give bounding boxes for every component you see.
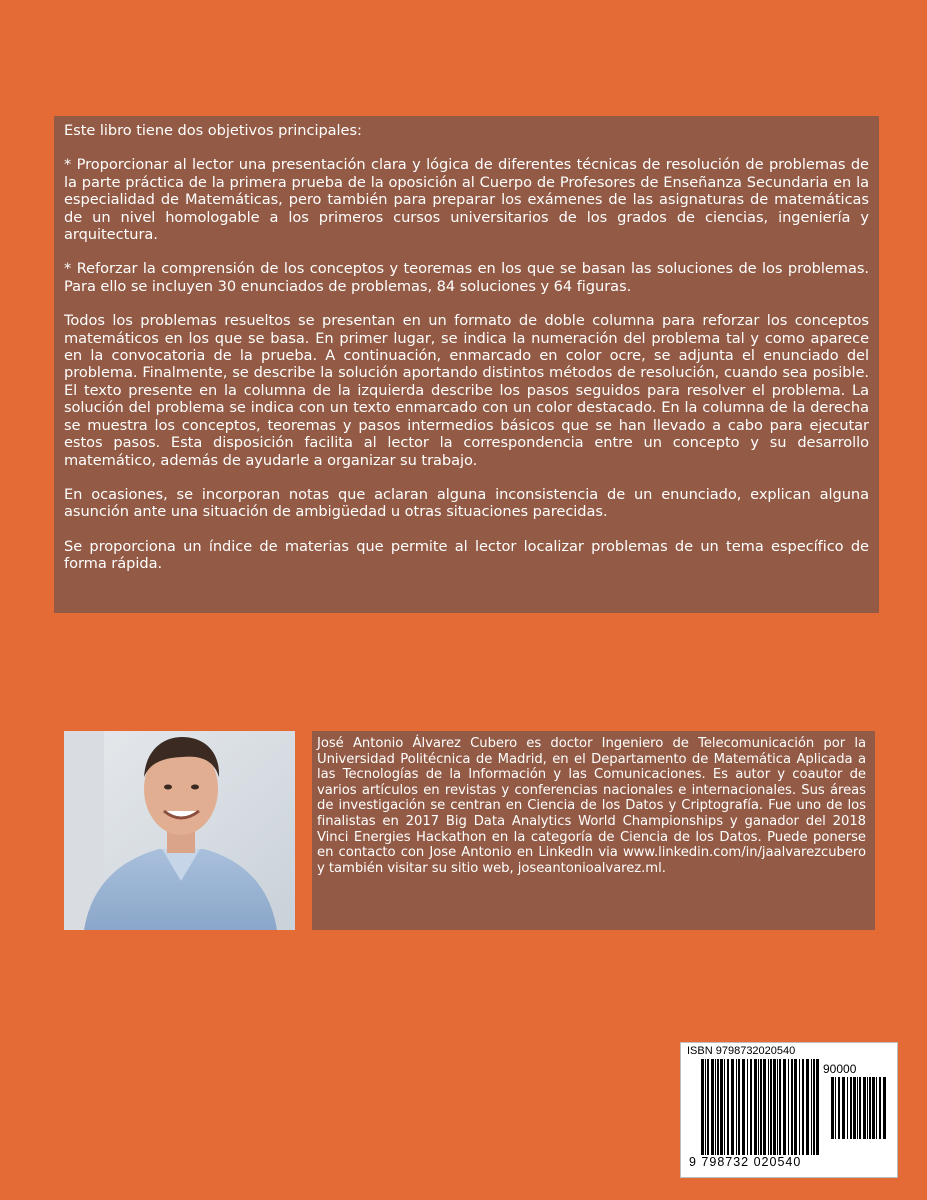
summary-paragraph-6: Se proporciona un índice de materias que permite al lector localizar problemas de un tema específico de forma rápida. bbox=[64, 537, 869, 573]
isbn-digits: 9 798732 020540 bbox=[689, 1155, 802, 1169]
summary-paragraph-5: En ocasiones, se incorporan notas que aclaran alguna inconsistencia de un enunciado, explican alguna asunción ante una situación de ambigüedad u otras situaciones parecidas. bbox=[64, 485, 869, 521]
author-portrait-icon bbox=[64, 731, 295, 930]
book-summary-panel bbox=[54, 116, 879, 613]
author-photo bbox=[64, 731, 295, 930]
addon-barcode-bars-icon bbox=[831, 1077, 887, 1139]
isbn-barcode bbox=[680, 1042, 898, 1178]
isbn-label: ISBN 9798732020540 bbox=[687, 1045, 796, 1057]
summary-paragraph-4: Todos los problemas resueltos se presentan en un formato de doble columna para reforzar los conceptos matemáticos en los que se basa. En primer lugar, se indica la numeración del problema tal y como aparece en la convocatoria de la prueba. A continuación, enmarcado en color ocre, se adjunta el enunciado del problema. Finalmente, se describe la solución aportando distintos métodos de resolución, cuando sea posible. El texto presente en la columna de la izquierda describe los pasos seguidos para resolver el problema. La solución del problema se indica con un texto enmarcado con un color destacado. En la columna de la derecha se muestra los conceptos, teoremas y pasos intermedios básicos que se han llevado a cabo para ejecutar estos pasos. Esta disposición facilita al lector la correspondencia entre un concepto y su desarrollo matemático, además de ayudarle a organizar su trabajo. bbox=[64, 312, 869, 469]
price-code: 90000 bbox=[823, 1062, 857, 1076]
barcode-bars-icon bbox=[701, 1059, 821, 1155]
author-bio-panel bbox=[312, 731, 875, 930]
summary-paragraph-1: Este libro tiene dos objetivos principales: bbox=[64, 122, 362, 139]
author-bio: José Antonio Álvarez Cubero es doctor Ingeniero de Telecomunicación por la Universidad Politécnica de Madrid, en el Departamento de Matemática Aplicada a las Tecnologías de la Información y las Comunicaciones. Es autor y coautor de varios artículos en revistas y conferencias nacionales e internacionales. Sus áreas de investigación se centran en Ciencia de los Datos y Criptografía. Fue uno de los finalistas en 2017 Big Data Analytics World Championships y ganador del 2018 Vinci Energies Hackathon en la categoría de Ciencia de los Datos. Puede ponerse en contacto con Jose Antonio en LinkedIn via www.linkedin.com/in/jaalvarezcubero y también visitar su sitio web, joseantonioalvarez.ml. bbox=[317, 736, 866, 876]
summary-paragraph-2: * Proporcionar al lector una presentación clara y lógica de diferentes técnicas de resolución de problemas de la parte práctica de la primera prueba de la oposición al Cuerpo de Profesores de Enseñanza Secundaria en la especialidad de Matemáticas, pero también para preparar los exámenes de las asignaturas de matemáticas de un nivel homologable a los primeros cursos universitarios de los grados de ciencias, ingeniería y arquitectura. bbox=[64, 156, 869, 244]
summary-paragraph-3: * Reforzar la comprensión de los conceptos y teoremas en los que se basan las soluciones de los problemas. Para ello se incluyen 30 enunciados de problemas, 84 soluciones y 64 figuras. bbox=[64, 260, 869, 295]
